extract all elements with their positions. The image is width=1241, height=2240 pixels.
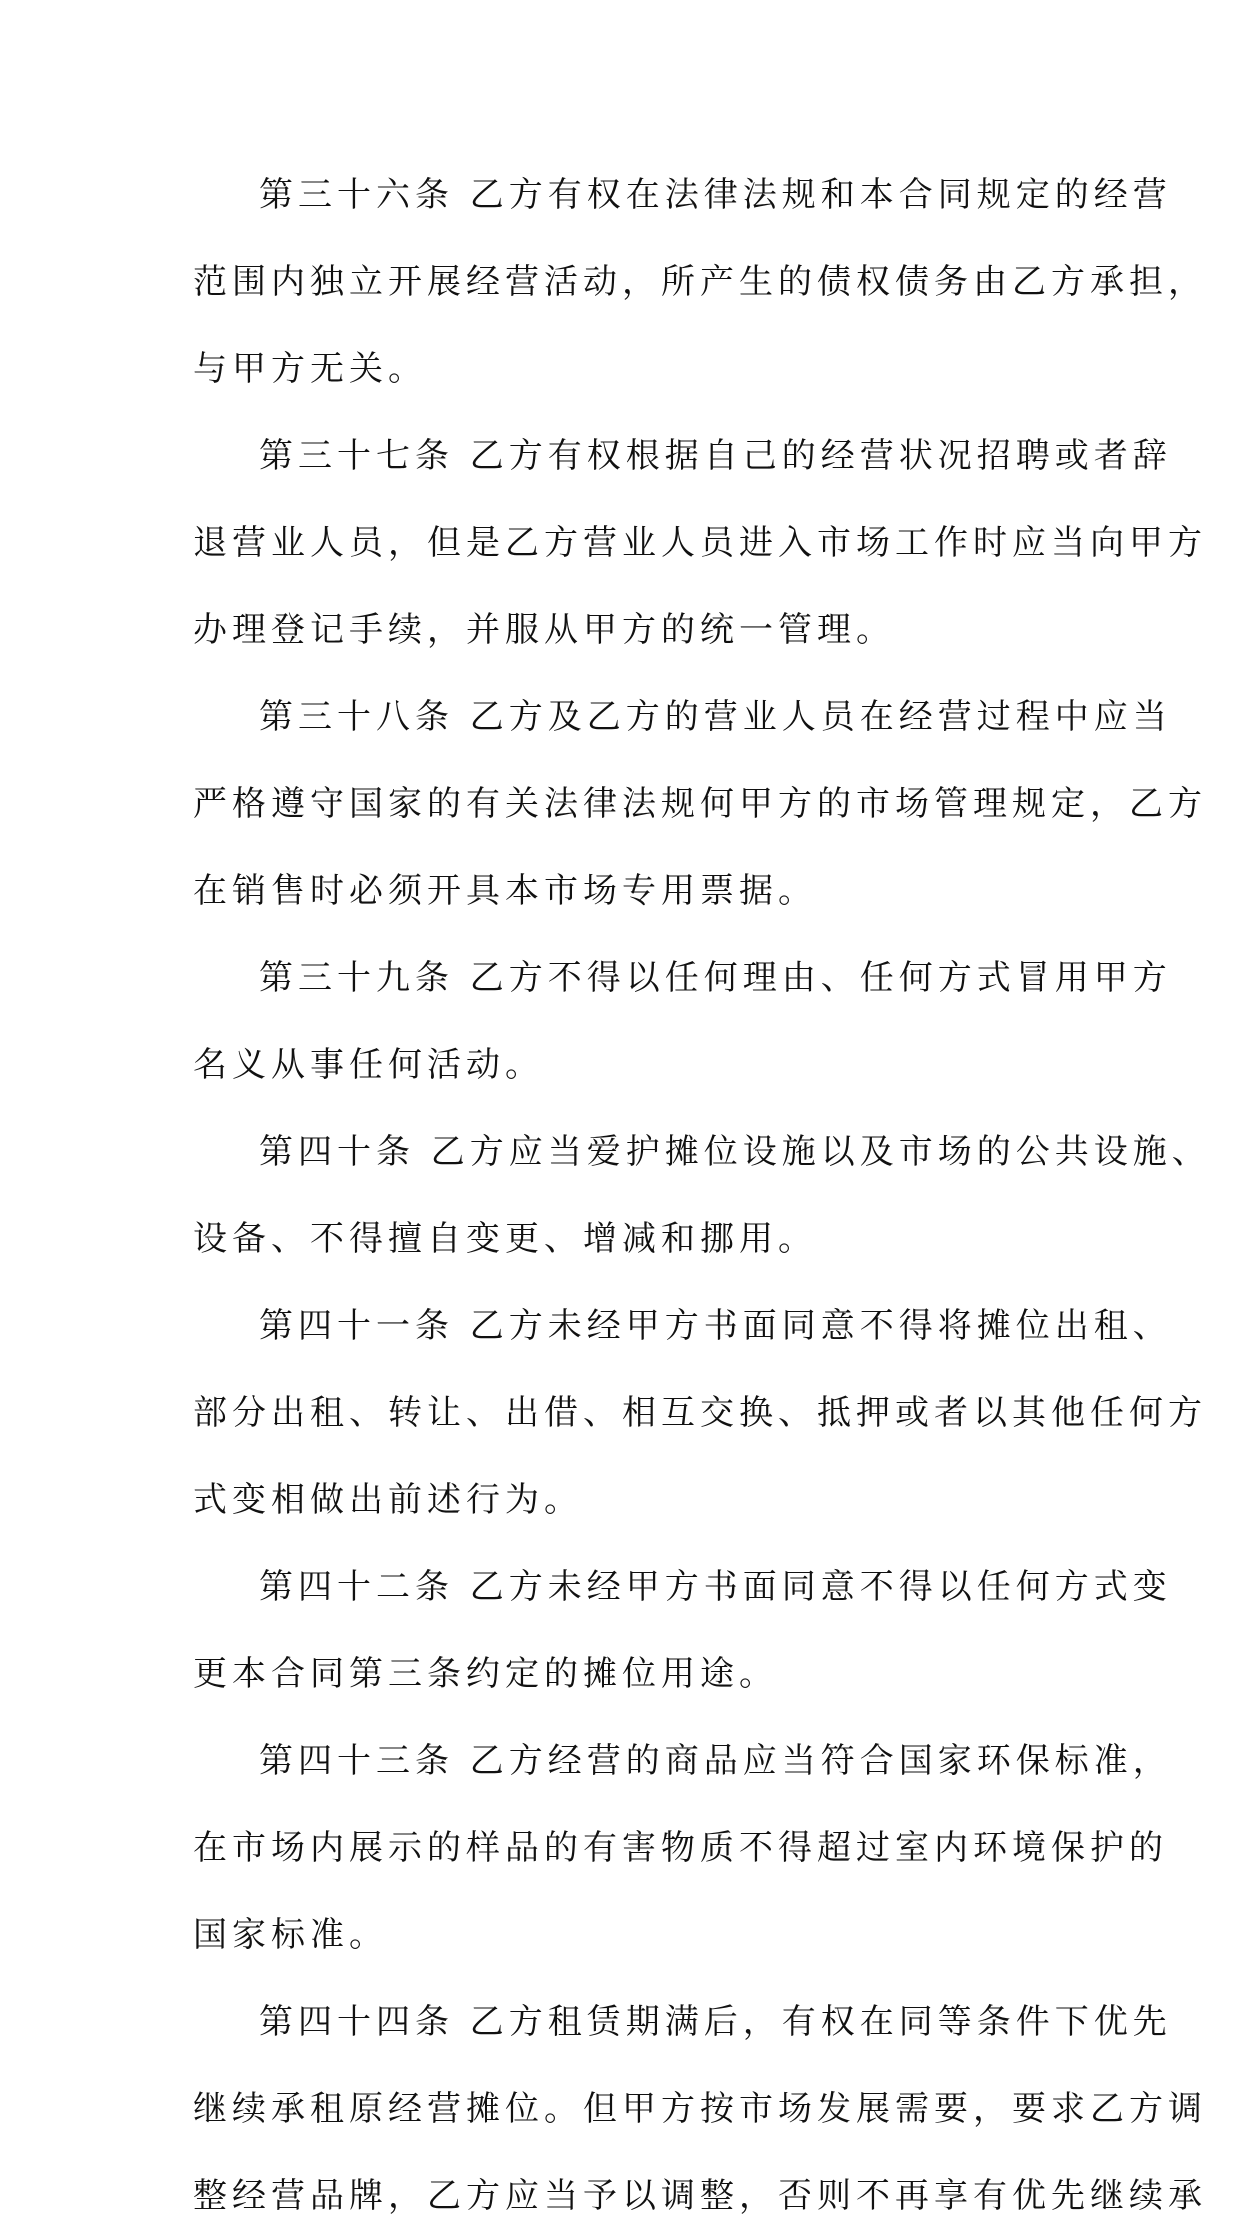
text-line: 范围内独立开展经营活动，所产生的债权债务由乙方承担， <box>193 262 1207 302</box>
article-42 <box>193 1544 1172 1718</box>
text-line: 第三十七条 乙方有权根据自己的经营状况招聘或者辞 <box>259 436 1172 476</box>
article-41 <box>193 1283 1207 1544</box>
text-line: 第四十二条 乙方未经甲方书面同意不得以任何方式变 <box>259 1567 1172 1607</box>
text-line: 继续承租原经营摊位。但甲方按市场发展需要，要求乙方调 <box>193 2089 1207 2129</box>
article-44 <box>193 1979 1207 2240</box>
text-line: 第四十三条 乙方经营的商品应当符合国家环保标准， <box>259 1741 1172 1781</box>
text-line: 办理登记手续，并服从甲方的统一管理。 <box>193 610 895 650</box>
article-39 <box>193 935 1172 1109</box>
text-line: 第四十条 乙方应当爱护摊位设施以及市场的公共设施、 <box>259 1132 1211 1172</box>
text-line: 在市场内展示的样品的有害物质不得超过室内环境保护的 <box>193 1828 1168 1868</box>
text-line: 在销售时必须开具本市场专用票据。 <box>193 871 817 911</box>
text-line: 设备、不得擅自变更、增减和挪用。 <box>193 1219 817 1259</box>
text-line: 第三十九条 乙方不得以任何理由、任何方式冒用甲方 <box>259 958 1172 998</box>
text-line: 退营业人员，但是乙方营业人员进入市场工作时应当向甲方 <box>193 523 1207 563</box>
text-line: 名义从事任何活动。 <box>193 1045 544 1085</box>
article-36 <box>193 152 1207 413</box>
article-43 <box>193 1718 1172 1979</box>
article-37 <box>193 413 1207 674</box>
text-line: 整经营品牌，乙方应当予以调整，否则不再享有优先继续承 <box>193 2176 1207 2216</box>
text-line: 式变相做出前述行为。 <box>193 1480 583 1520</box>
text-line: 更本合同第三条约定的摊位用途。 <box>193 1654 778 1694</box>
article-38 <box>193 674 1207 935</box>
text-line: 第三十八条 乙方及乙方的营业人员在经营过程中应当 <box>259 697 1172 737</box>
text-line: 严格遵守国家的有关法律法规何甲方的市场管理规定，乙方 <box>193 784 1207 824</box>
text-line: 第四十四条 乙方租赁期满后，有权在同等条件下优先 <box>259 2002 1172 2042</box>
article-40 <box>193 1109 1211 1283</box>
text-line: 第三十六条 乙方有权在法律法规和本合同规定的经营 <box>259 175 1172 215</box>
text-line: 部分出租、转让、出借、相互交换、抵押或者以其他任何方 <box>193 1393 1207 1433</box>
text-line: 与甲方无关。 <box>193 349 427 389</box>
text-line: 国家标准。 <box>193 1915 388 1955</box>
text-line: 第四十一条 乙方未经甲方书面同意不得将摊位出租、 <box>259 1306 1172 1346</box>
contract-body <box>193 152 1211 2240</box>
